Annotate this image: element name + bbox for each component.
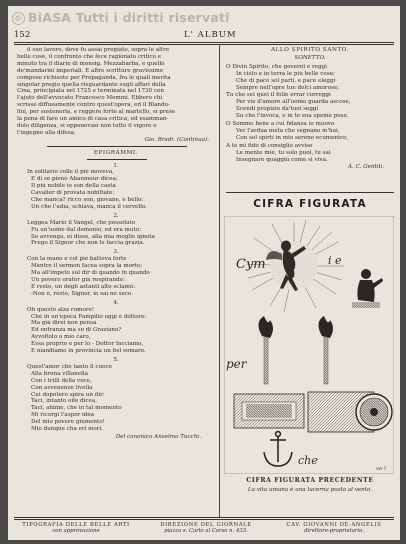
- epigram-line: Prego il Signor che non le faccia grazia.: [31, 240, 145, 247]
- epigram-line: Un che l'udia, schiava, manca il cervello.: [31, 203, 147, 210]
- epigram-number: 1.: [113, 162, 119, 169]
- wheel-icon: [308, 392, 392, 432]
- watermark-text: BiASA Tutti i diritti riservati: [28, 10, 230, 25]
- cifra-top-rule: [226, 192, 394, 193]
- epigram: [17, 300, 215, 355]
- rebus-letters-te: i e: [328, 254, 342, 267]
- right-column: [226, 47, 394, 170]
- epigram-line: Cui dopotero spira un dir:: [31, 391, 105, 398]
- watermark: [12, 10, 230, 25]
- rebus-illustration: [224, 216, 394, 474]
- anchor-icon: [264, 432, 292, 466]
- sonnet-line: In cielo e in terra le più belle cose;: [236, 70, 335, 77]
- column-divider: [219, 44, 220, 518]
- epigram-line: Quest'amor che tanto il cuoce: [27, 363, 112, 370]
- section-rule: [47, 146, 187, 147]
- sonnet-line: O Divin Spirito, che governi e reggi: [226, 63, 327, 70]
- epigram-number: 4.: [113, 299, 119, 306]
- biography-line: compose richieste per Propaganda, fra le quali merita: [17, 74, 171, 81]
- sonnet-subheading: SONETTO.: [294, 54, 326, 61]
- kneeling-figure: [352, 269, 383, 308]
- rebus-letters-cym: Cym: [236, 257, 266, 272]
- sonnet-line: Insegnare quaggiù come si viva.: [236, 156, 328, 163]
- epigram-line: E di se pieno Abanmour dicea;: [31, 176, 118, 183]
- previous-cifra: [226, 478, 394, 494]
- previous-cifra-title: CIFRA FIGURATA PRECEDENTE: [246, 477, 374, 484]
- epigram-line: Oh questo alza rumore!: [27, 306, 95, 313]
- page-header: [14, 30, 394, 41]
- biography-line: scrisse diffusamente contro quest'opera, ed il Blando-: [17, 102, 170, 109]
- copyright-icon: ©: [12, 12, 25, 25]
- director-name: CAV. GIOVANNI DE-ANGELIS: [286, 522, 382, 528]
- epigram-line: Avvoltolo o mio caro,: [31, 334, 91, 341]
- epigram-line: Ma all'impeto sul dir di quando in quando: [31, 270, 150, 277]
- epigram-line: Ed entranza ma so di Graziano?: [31, 327, 122, 334]
- biography-line: minuto tra il diario di monsig. Mezzabarba, e quello: [17, 60, 165, 67]
- sonnet-line: Su che l'invoca, e in te sua speme pose.: [236, 113, 349, 120]
- epigram-line: Taci, intanto eile dicea,: [31, 398, 97, 405]
- epigram-line: Cavalier di provata nobiltate:: [31, 190, 115, 197]
- header-rule: [14, 42, 394, 43]
- direction-label: DIREZIONE DEL GIORNALE: [160, 522, 252, 528]
- director-role: direttore-proprietario.: [304, 528, 364, 535]
- epigram-line: -Non è, resto, Signor, io sai ne seco.: [31, 290, 133, 297]
- section-title: EPIGRAMMI.: [93, 149, 139, 156]
- sonnet-line: Che di pace sol parli, e pace eleggi: [236, 77, 336, 84]
- continued-note: (Continua).: [177, 136, 209, 143]
- biography-line: Cina, principiata nel 1725 e terminata nel 1730 con: [17, 88, 164, 95]
- journal-page: [8, 6, 400, 540]
- epigram-line: Mi ricorgi l'asper idea: [31, 412, 94, 419]
- epigram-line: Alla bruna villanella: [31, 370, 88, 377]
- biography-line: la pena di fare un amico di casa critica, ed esamman-: [17, 116, 169, 123]
- sonnet-line: Le mente mie, tu solo puoi, tu sai: [236, 149, 331, 156]
- biography-line: dolo diligenza, si opponevasi non tutto il vigore e: [17, 122, 157, 129]
- epigram-line: Un povero orator già respirando:: [31, 277, 125, 283]
- title-underline: [87, 159, 147, 160]
- epigram: [17, 213, 215, 248]
- page-number: 152: [14, 30, 31, 40]
- epigram-line: Taci, ahimè, che in tal momento: [31, 405, 122, 412]
- epigram-line: Se avvenga, ei disse, alla mia moglie ignota: [31, 233, 155, 240]
- printer-imprint: [14, 522, 138, 535]
- epigram-line: Fu un'uomo dal demonio, ed era muto:: [31, 226, 141, 233]
- sonnet-line: Tu che sei quei il folle errar correggi: [226, 92, 331, 99]
- direction-imprint: [142, 522, 270, 535]
- epigram-line: E mandiamo in provincia un bel somaro.: [31, 348, 146, 355]
- sonnet-line: Sempre nell'opre tue dolci amorose;: [236, 84, 340, 91]
- epigram-number: 3.: [113, 249, 119, 256]
- sonnet-text: [226, 64, 394, 164]
- sonnet-heading: ALLO SPIRITO SANTO.: [270, 47, 350, 53]
- biography-line: belle cose, il confronto che fece ragionato critico e: [17, 53, 162, 60]
- rebus-letters-che: che: [298, 454, 318, 467]
- epigram-line: Chè in un'epoca Pampilio oggi è dottore:: [31, 313, 147, 320]
- epigram-line: E resto, un degli astanti alto sclamò:: [31, 283, 136, 290]
- rebus-tiny-label: ve-?: [376, 466, 387, 472]
- epigram-line: Con avvenenze livella: [31, 384, 93, 391]
- epigram: [17, 163, 215, 211]
- printer-approval: con approvazione: [52, 528, 100, 535]
- sonnet-signature: A. C. Gentili.: [347, 163, 384, 170]
- epigram-line: Che manca? ricco son, giovane, e bello:: [31, 197, 144, 204]
- sonnet-line: Per vie d'amore all'uomo guarda ascose,: [236, 99, 351, 106]
- biography-line: l'ajuto dell'avvocato Francesco Memmi. Ebbero chi: [17, 95, 163, 102]
- biography-signature: Gio. Bradi.: [144, 136, 175, 143]
- rebus-letters-per: per: [226, 357, 247, 371]
- epigram-number: 5.: [113, 356, 119, 363]
- epigram-line: Con la mano e col piè batteva forte: [27, 256, 127, 263]
- biography-line: lini, per sostenerla, e reggere forte al martello, si prese: [17, 109, 176, 116]
- epigram-line: Essa proprio e per lo - Dottor facciamo,: [31, 341, 144, 348]
- printer-name: TIPOGRAFIA DELLE BELLE ARTI: [22, 522, 130, 528]
- biography-line: il suo lavoro, dove fu assai pregiato, sopra le altre: [27, 47, 170, 53]
- epigram-line: Con i trilli della voce,: [31, 377, 92, 384]
- left-column: [17, 47, 215, 441]
- epigram-list: [17, 163, 215, 433]
- epigram: [17, 249, 215, 297]
- previous-cifra-solution: La vita umana è una lucerna posta al vento.: [247, 486, 373, 493]
- biography-line: singolar pregio quella risguardante sugli affari della: [17, 81, 166, 88]
- biography-line: l'ingegno alla difesa.: [17, 129, 76, 136]
- director-imprint: [274, 522, 394, 535]
- epigram-number: 2.: [113, 212, 119, 219]
- epigram-line: Ma già direi non pensa: [31, 320, 97, 327]
- epigram-line: Il più nobile io son della casta: [31, 183, 116, 190]
- footer-rule: [14, 517, 394, 518]
- journal-title: L' ALBUM: [184, 30, 237, 40]
- epigram-line: Mentre il sermon facea sopra la morte;: [31, 263, 143, 270]
- sonnet-line: A te mi fido di consiglio avviso: [226, 142, 313, 149]
- direction-address: piazza s. Carlo al Corso n. 433.: [164, 528, 248, 535]
- torches-icon: [258, 316, 333, 384]
- epigram: [17, 357, 215, 433]
- sonnet-line: O Sommo bene a cui fidanza io muovo: [226, 121, 335, 128]
- cifra-title: CIFRA FIGURATA: [253, 198, 367, 210]
- biography-text: [17, 47, 215, 137]
- epigram-line: Leggea Mario il Vangel, che possoluto: [27, 219, 136, 226]
- epigram-line: Mio dunque cha eri mori.: [31, 426, 104, 433]
- epigram-line: Del mio povero giumento!: [31, 419, 105, 426]
- epigram-signature: Del canonico Anselmo Tucchi.: [115, 433, 201, 440]
- sonnet-line: Ver l'ardua meta che segnano m'hai,: [236, 127, 340, 134]
- chest-icon: [234, 394, 304, 428]
- biography-line: de'mandarini imperiali. E altre scritture gravissime: [17, 67, 164, 74]
- epigram-line: In solitario colle il piè moveva,: [27, 169, 114, 176]
- header-rule-double: [14, 44, 394, 45]
- sonnet-line: Con sol spirti in mio sereno ecumenico,: [236, 134, 349, 141]
- sonnet-line: Scendi propizio da'tuoi seggi: [236, 106, 319, 113]
- footer-rule-double: [14, 519, 394, 520]
